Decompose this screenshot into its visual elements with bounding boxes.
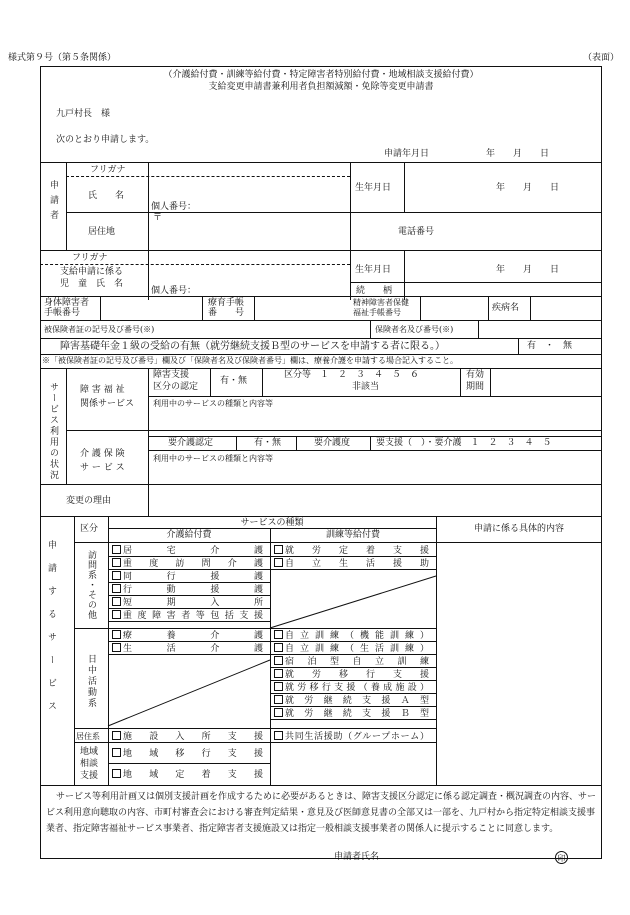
child-label-2: 児 童 氏 名	[60, 279, 124, 289]
kunren-label: 訓練等給付費	[325, 530, 380, 540]
postal-mark: 〒	[153, 213, 163, 223]
care-cert-label: 要介護認定	[168, 438, 214, 448]
form-number: 様式第９号（第５条関係）	[8, 53, 117, 63]
service-nichu-kunren-0[interactable]: 自立訓練（機能訓練）	[274, 630, 432, 641]
ryoiku-label-2: 番 号	[208, 308, 245, 318]
group-nichu: 日中活動系	[86, 654, 96, 709]
service-homon-0[interactable]: 居宅介護	[112, 545, 266, 556]
insurance-note: ※「被保険者証の記号及び番号」欄及び「保険者名及び保険者番号」欄は、療養介護を申請する場合記入すること。	[42, 356, 458, 365]
support-cert-label-2: 区分の認定	[153, 382, 199, 392]
service-homon-kunren-1[interactable]: 自立生活援助	[274, 558, 432, 569]
service-nichu-0[interactable]: 療養介護	[112, 630, 266, 641]
side-label: （表面）	[583, 53, 620, 63]
service-nichu-kunren-6[interactable]: 就労継続支援Ｂ型	[274, 708, 432, 719]
disease-label: 疾病名	[492, 303, 520, 313]
welfare-label-2: 関係サービス	[80, 399, 135, 409]
child-furigana: フリガナ	[72, 253, 108, 263]
service-nichu-kunren-5[interactable]: 就労継続支援Ａ型	[274, 695, 432, 706]
service-nichu-1[interactable]: 生活介護	[112, 643, 266, 654]
relation-label: 続 柄	[356, 286, 393, 296]
applicant-address-label: 居住地	[88, 227, 116, 237]
group-chiiki-3: 支援	[80, 771, 99, 781]
valid-period-label-2: 期間	[466, 382, 485, 392]
service-nichu-kunren-3[interactable]: 就労移行支援	[274, 669, 432, 680]
addressee: 九戸村長 様	[56, 109, 111, 119]
service-homon-5[interactable]: 重度障害者等包括支援	[112, 610, 266, 621]
care-using-label: 利用中のサービスの種類と内容等	[153, 454, 273, 463]
service-homon-2[interactable]: 同行援護	[112, 571, 266, 582]
mental-handbook-label-2: 福祉手帳番号	[353, 308, 401, 317]
welfare-using-label: 利用中のサービスの種類と内容等	[153, 399, 273, 408]
insured-number-label: 被保険者証の記号及び番号(※)	[44, 325, 155, 334]
applicant-mynumber: 個人番号：	[151, 202, 197, 212]
signature-label: 申請者氏名	[334, 852, 380, 862]
care-level-options: 要支援（ ）・要介護 １ ２ ３ ４ ５	[376, 438, 552, 448]
form-subtitle: （介護給付費・訓練等給付費・特定障害者特別給付費・地域相談支援給付費）	[163, 70, 479, 80]
service-homon-4[interactable]: 短期入所	[112, 597, 266, 608]
services-section-label: 申請するサービス	[46, 540, 56, 724]
physical-handbook-label-1: 身体障害者	[44, 298, 90, 308]
support-cert-label-1: 障害支援	[153, 370, 190, 380]
date-format: 年 月 日	[486, 149, 550, 159]
applicant-section-label: 申請者	[48, 180, 58, 225]
care-insurance-label-2: サ ー ビ ス	[80, 463, 125, 473]
child-mynumber: 個人番号：	[151, 286, 197, 296]
valid-period-label-1: 有効	[466, 370, 485, 380]
group-homon: 訪問系・その他	[86, 550, 96, 620]
service-homon-1[interactable]: 重度訪問介護	[112, 558, 266, 569]
change-reason-label: 変更の理由	[66, 496, 112, 506]
phone-label: 電話番号	[398, 227, 435, 237]
physical-handbook-label-2: 手帳番号	[44, 308, 81, 318]
not-applicable: 非該当	[352, 382, 380, 392]
group-kyoju: 居住系	[76, 732, 100, 741]
child-birth-label: 生年月日	[355, 265, 392, 275]
insurer-label: 保険者名及び番号(※)	[375, 325, 454, 334]
mental-handbook-label-1: 精神障害者保健	[353, 298, 409, 307]
form-title: 支給変更申請書兼利用者負担額減額・免除等変更申請書	[208, 82, 434, 92]
group-chiiki-2: 相談	[80, 759, 99, 769]
consent-text: サービス等利用計画又は個別支援計画を作成するために必要があるときは、障害支援区分認定に係る認定調査・概況調査の内容、サービス利用意向聴取の内容、市町村審査会における審査判定結果・意見及び医師意見書の全部又は一部を、九戸村から指定特定相談支援事業者、指定障害福祉サービス事業者、指定障害者支援施設又は指定一般相談支援事業者の関係人に提示することに同意します。	[46, 792, 597, 834]
child-birth-format: 年 月 日	[496, 265, 560, 275]
detail-label: 申請に係る具体的内容	[473, 524, 564, 534]
care-insurance-label-1: 介 護 保 険	[80, 449, 125, 459]
care-cert-choice: 有・無	[254, 438, 282, 448]
service-kind-label: サービスの種類	[240, 518, 304, 528]
support-class-options: 区分等 １ ２ ３ ４ ５ ６	[284, 370, 420, 380]
kaigo-label: 介護給付費	[166, 530, 212, 540]
service-kyoju-kunren[interactable]: 共同生活援助（グループホーム）	[274, 731, 432, 742]
support-cert-choice: 有・無	[220, 376, 248, 386]
service-chiiki-0[interactable]: 地域移行支援	[112, 748, 266, 759]
child-label-1: 支給申請に係る	[60, 267, 124, 277]
group-chiiki-1: 地域	[80, 747, 99, 757]
service-homon-kunren-0[interactable]: 就労定着支援	[274, 545, 432, 556]
service-nichu-kunren-2[interactable]: 宿泊型自立訓練	[274, 656, 432, 667]
service-homon-3[interactable]: 行動援護	[112, 584, 266, 595]
service-nichu-kunren-1[interactable]: 自立訓練（生活訓練）	[274, 643, 432, 654]
service-chiiki-1[interactable]: 地域定着支援	[112, 769, 266, 780]
applicant-birth-format: 年 月 日	[496, 183, 560, 193]
care-level-label: 要介護度	[314, 438, 351, 448]
welfare-label-1: 障 害 福 祉	[80, 385, 125, 395]
pension-question: 障害基礎年金１級の受給の有無（就労継続支援Ｂ型のサービスを申請する者に限る。）	[60, 341, 445, 352]
applicant-name-label: 氏 名	[88, 191, 125, 201]
service-nichu-kunren-4[interactable]: 就労移行支援（養成施設）	[274, 682, 432, 693]
applicant-birth-label: 生年月日	[355, 183, 392, 193]
date-label: 申請年月日	[384, 149, 430, 159]
ryoiku-label-1: 療育手帳	[208, 298, 245, 308]
applicant-furigana: フリガナ	[90, 165, 126, 175]
kubun-label: 区分	[80, 524, 99, 534]
usage-section-label: サービス利用の状況	[48, 382, 58, 481]
intro-text: 次のとおり申請します。	[56, 135, 155, 145]
pension-choice: 有 ・ 無	[527, 341, 573, 351]
seal-mark: 印	[555, 851, 568, 864]
service-kyoju[interactable]: 施設入所支援	[112, 731, 266, 742]
